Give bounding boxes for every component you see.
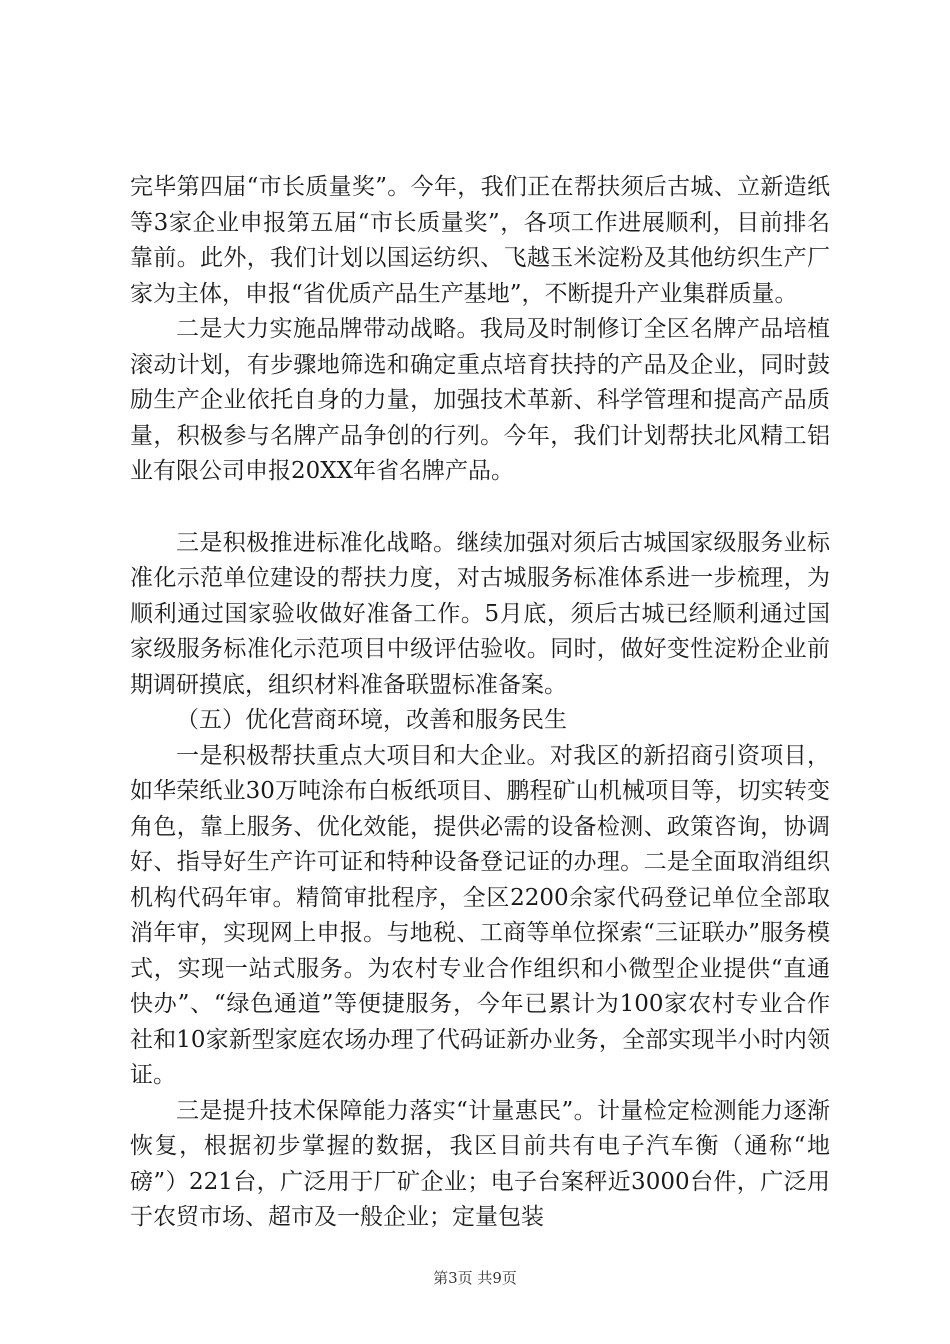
paragraph-brand-strategy: 二是大力实施品牌带动战略。我局及时制修订全区名牌产品培植滚动计划，有步骤地筛选和确定重点培育扶持的产品及企业，同时鼓励生产企业依托自身的力量，加强技术革新、科学管理和提高产品质量，积极参与名牌产品争创的行列。今年，我们计划帮扶北风精工铝业有限公司申报20XX年省名牌产品。 xyxy=(130,316,830,484)
paragraph-continuation: 完毕第四届“市长质量奖”。今年，我们正在帮扶须后古城、立新造纸等3家企业申报第五届“市长质量奖”，各项工作进展顺利，目前排名靠前。此外，我们计划以国运纺织、飞越玉米淀粉及其他纺织生产厂家为主体，申报“省优质产品生产基地”，不断提升产业集群质量。 xyxy=(130,174,830,307)
document-body xyxy=(130,170,830,1236)
paragraph-standardization: 三是积极推进标准化战略。继续加强对须后古城国家级服务业标准化示范单位建设的帮扶力度，对古城服务标准体系进一步梳理，为顺利通过国家验收做好准备工作。5月底，须后古城已经顺利通过国家级服务标准化示范项目中级评估验收。同时，做好变性淀粉企业前期调研摸底，组织材料准备联盟标准备案。 xyxy=(130,529,830,698)
section-heading: （五）优化营商环境，改善和服务民生 xyxy=(176,707,567,733)
paragraph-support-projects: 一是积极帮扶重点大项目和大企业。对我区的新招商引资项目，如华荣纸业30万吨涂布白板纸项目、鹏程矿山机械项目等，切实转变角色，靠上服务、优化效能，提供必需的设备检测、政策咨询，协调好、指导好生产许可证和特种设备登记证的办理。二是全面取消组织机构代码年审。精简审批程序，全区2200余家代码登记单位全部取消年审，实现网上申报。与地税、工商等单位探索“三证联办”服务模式，实现一站式服务。为农村专业合作组织和小微型企业提供“直通快办”、“绿色通道”等便捷服务，今年已累计为100家农村专业合作社和10家新型家庭农场办理了代码证新办业务，全部实现半小时内领证。 xyxy=(130,742,830,1088)
paragraph-gap xyxy=(130,490,830,526)
page-number-footer: 第3页 共9页 xyxy=(433,1269,517,1287)
paragraph-metrology: 三是提升技术保障能力落实“计量惠民”。计量检定检测能力逐渐恢复，根据初步掌握的数据，我区目前共有电子汽车衡（通称“地磅”）221台，广泛用于厂矿企业；电子台案秤近3000台件，广泛用于农贸市场、超市及一般企业；定量包装 xyxy=(130,1097,830,1230)
